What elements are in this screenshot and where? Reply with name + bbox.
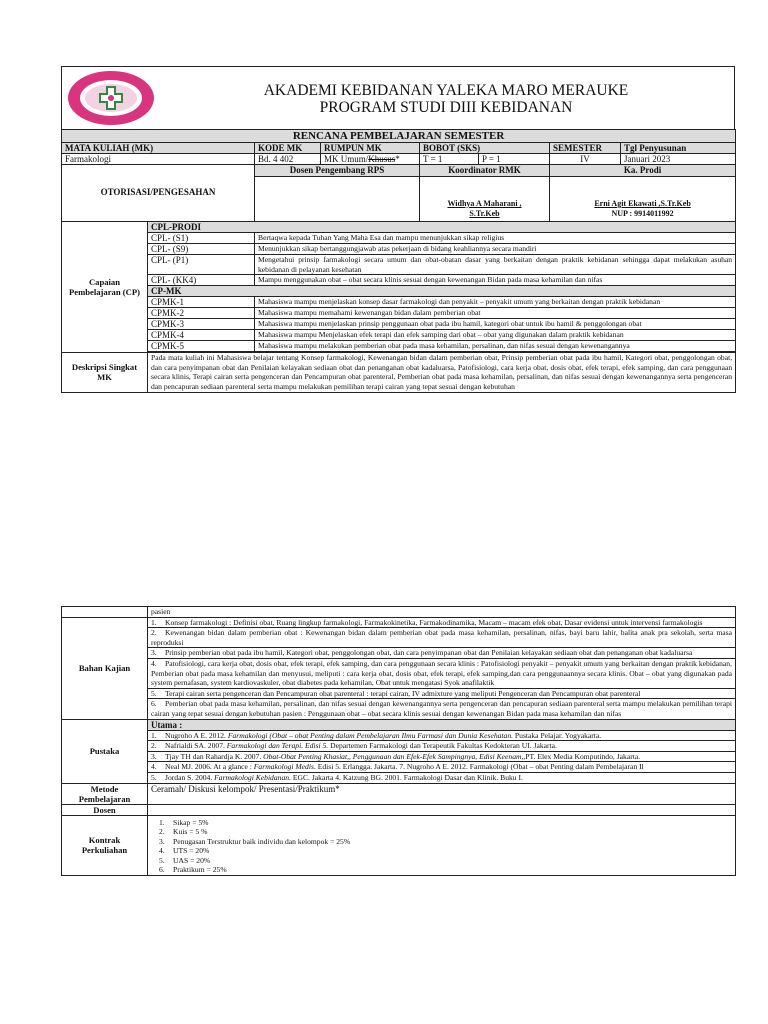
course-semester: IV bbox=[550, 154, 621, 165]
rps-title: RENCANA PEMBELAJARAN SEMESTER bbox=[62, 130, 736, 143]
list-item: 5. Jordan S. 2004. Farmakologi Kebidanan. EGC. Jakarta 4. Katzung BG. 2001. Farmakologi Dasar dan Klinik. Buku I. bbox=[148, 772, 735, 782]
cpmk-code: CPMK-2 bbox=[148, 308, 255, 319]
otorisasi-label: OTORISASI/PENGESAHAN bbox=[62, 165, 255, 222]
metode-text: Ceramah/ Diskusi kelompok/ Presentasi/Praktikum* bbox=[148, 783, 736, 804]
list-item: 6. Praktikum = 25% bbox=[159, 865, 227, 875]
cpl-text: Bertaqwa kepada Tuhan Yang Maha Esa dan mampu menunjukkan sikap religius bbox=[255, 233, 736, 244]
course-tgl: Januari 2023 bbox=[621, 154, 736, 165]
cp-label: Capaian Pembelajaran (CP) bbox=[62, 222, 148, 353]
dosen-label: Dosen bbox=[62, 804, 148, 815]
cpl-code: CPL- (KK4) bbox=[148, 275, 255, 286]
cpmk-text: Mahasiswa mampu memahami kewenangan bidan dalam pemberian obat bbox=[255, 308, 736, 319]
cpmk-text: Mahasiswa mampu melakukan pemberian obat pada masa kehamilan, persalinan, dan nifas sesuai dengan kewenangannya bbox=[255, 341, 736, 352]
cpmk-code: CPMK-5 bbox=[148, 341, 255, 352]
metode-label: Metode Pembelajaran bbox=[62, 783, 148, 804]
deskripsi-continued: pasien bbox=[148, 607, 736, 618]
cpmk-code: CPMK-3 bbox=[148, 319, 255, 330]
rumpun-struck: Khusus bbox=[368, 154, 396, 164]
course-sks-p: P = 1 bbox=[479, 154, 550, 165]
koordinator-header: Koordinator RMK bbox=[420, 165, 550, 177]
list-item: 1. Nugroho A E. 2012. Farmakologi (Obat – obat Penting dalam Pembelajaran Ilmu Farmasi dan Dunia Kesehatan. Pustaka Pelajar. Yogyakarta. bbox=[148, 730, 735, 741]
pustaka-list bbox=[148, 719, 736, 783]
list-item: 5. Terapi cairan serta pengenceran dan Pencampuran obat parenteral : terapi cairan, IV admixture yang meliputi Pengenceran dan Pencampuran obat parenteral bbox=[148, 688, 735, 699]
header-tgl: Tgl Penyusunan bbox=[621, 143, 736, 154]
kaprodi-header: Ka. Prodi bbox=[550, 165, 736, 177]
institution-name: AKADEMI KEBIDANAN YALEKA MARO MERAUKE bbox=[263, 82, 629, 99]
dosen-text bbox=[148, 804, 736, 815]
kontrak-list bbox=[148, 815, 736, 876]
list-item: 4. Patofisiologi, cara kerja obat, dosis obat, efek terapi, efek samping, dan cara penggunaan secara klinis : Patofisiologi penyakit – penyakit umum yang berkaitan dengan praktik kebidanan, Pemberian obat pada masa kehamilan dan menyusui, meliputi : cara kerja obat, dosis obat, efek terapi, efek samping,dan cara penggunaannya secara klinis. Obat – obat yang digunakan pada system pernafasan, system kardiovaskuler, obat diabetes pada kehamilan, Obat untuk mengatasi Syok anafilaktik bbox=[148, 658, 735, 688]
cpl-text: Menunjukkan sikap bertanggungjawab atas pekerjaan di bidang keahliannya secara mandiri bbox=[255, 244, 736, 255]
header-bobot: BOBOT (SKS) bbox=[420, 143, 550, 154]
cpmk-text: Mahasiswa mampu Menjelaskan efek terapi dan efek samping dari obat – obat yang digunakan dalam praktik kebidanan bbox=[255, 330, 736, 341]
program-name: PROGRAM STUDI DIII KEBIDANAN bbox=[319, 99, 573, 116]
list-item: 3. Tjay TH dan Rahardja K. 2007. Obat-Obat Penting Khasiat,, Penggunaan dan Efek-Efek Sampingnya, Edisi Keenam,,PT. Elex Media Komputindo, Jakarta. bbox=[148, 751, 735, 762]
bahan-kajian-label: Bahan Kajian bbox=[62, 617, 148, 719]
kaprodi-nup: NUP : 9914011992 bbox=[611, 208, 674, 218]
document-page-2 bbox=[61, 606, 735, 876]
header-kode-mk: KODE MK bbox=[255, 143, 321, 154]
list-item: 2. Kewenangan bidan dalam pemberian obat : Kewenangan bidan dalam pemberian obat pada masa kehamilan, persalinan, nifas, bayi baru lahir, balita anak pra sekolah, serta masa reproduksi bbox=[148, 628, 735, 648]
header-semester: SEMESTER bbox=[550, 143, 621, 154]
list-item: 2. Nafrialdi SA. 2007. Farmakologi dan Terapi. Edisi 5. Departemen Farmakologi dan Terapeutik Fakultas Kedokteran UI. Jakarta. bbox=[148, 741, 735, 752]
list-item: 4. Neal MJ. 2006. At a glance : Farmakologi Medis. Edisi 5. Erlangga. Jakarta. 7. Nugroho A E. 2012. Farmakologi (Obat – obat Penting dalam Pembelajaran Il bbox=[148, 762, 735, 773]
cpl-code: CPL- (P1) bbox=[148, 255, 255, 275]
koordinator-signature bbox=[420, 177, 550, 222]
course-rumpun: MK Umum/Khusus* bbox=[321, 154, 420, 165]
deskripsi-text: Pada mata kuliah ini Mahasiswa belajar tentang Konsep farmakologi, Kewenangan bidan dalam pemberian obat, Prinsip pemberian obat pada ibu hamil, Kategori obat, penggolongan obat, dan cara penyimpanan obat dan Penilaian kelayakan sediaan obat dan penanganan obat kadaluarsa, Patofisiologi, cara kerja obat, dosis obat, efek terapi, efek samping, dan cara penggunaan secara klinis, Terapi cairan serta pengenceran dan Pencampuran obat parenteral, Pemberian obat pada masa kehamilan, persalinan, dan nifas sesuai dengan kewenangannya serta pengenceran dan pencapuran sediaan parenteral serta mampu melakukan pemilihan terapi cairan yang tepat sesuai dengan kebutuhan bbox=[148, 353, 736, 392]
cpmk-code: CPMK-1 bbox=[148, 297, 255, 308]
rps-table-page-2 bbox=[61, 606, 736, 876]
course-kode: Bd. 4 402 bbox=[255, 154, 321, 165]
course-sks-t: T = 1 bbox=[420, 154, 479, 165]
kaprodi-signature bbox=[550, 177, 736, 222]
list-item: 6. Pemberian obat pada masa kehamilan, persalinan, dan nifas sesuai dengan kewenangannya serta pengenceran dan pencapuran sediaan parenteral serta mampu melakukan pemilihan terapi cairan yang tepat sesuai dengan kebutuhan pasien : Penggunaan obat – obat secara klinis sesuai dengan kewenangan Bidan pada masa kehamilan dan nifas bbox=[148, 699, 735, 719]
list-item: 3. Prinsip pemberian obat pada ibu hamil, Kategori obat, penggolongan obat, dan cara penyimpanan obat dan Penilaian kelayakan sediaan obat dan penanganan obat kadaluarsa bbox=[148, 648, 735, 659]
list-item: 4. UTS = 20% bbox=[159, 846, 210, 856]
institution-logo bbox=[65, 69, 157, 127]
document-page-1 bbox=[61, 66, 735, 393]
koordinator-name: Widhya A Maharani , bbox=[447, 199, 522, 208]
list-item: 1. Sikap = 5% bbox=[159, 817, 209, 827]
cpl-text: Mampu menggunakan obat – obat secara klinis sesuai dengan kewenangan Bidan pada masa kehamilan dan nifas bbox=[255, 275, 736, 286]
kontrak-label: Kontrak Perkuliahan bbox=[62, 815, 148, 876]
list-item: 3. Penugasan Terstruktur baik individu dan kelompok = 25% bbox=[159, 836, 351, 846]
list-item: 1. Konsep farmakologi : Definisi obat, Ruang lingkup farmakologi, Farmakokinetika, Farmakodinamika, Macam – macam efek obat, Dasar evidensi untuk intervensi farmakologis bbox=[148, 618, 735, 628]
cpmk-code: CPMK-4 bbox=[148, 330, 255, 341]
cpl-text: Mengetahui prinsip farmakologi secara umum dan obat-obatan dasar yang berkaitan dengan praktik kebidanan sehingga dapat melakukan asuhan kebidanan di pelayanan kesehatan bbox=[255, 255, 736, 275]
cpmk-text: Mahasiswa mampu menjelaskan konsep dasar farmakologi dan penyakit – penyakit umum yang berkaitan dengan praktik kebidanan bbox=[255, 297, 736, 308]
pustaka-label: Pustaka bbox=[62, 719, 148, 783]
deskripsi-label: Deskripsi Singkat MK bbox=[62, 353, 148, 392]
dosen-pengembang-signature bbox=[255, 177, 420, 222]
koordinator-title: S.Tr.Keb bbox=[469, 208, 500, 218]
cpmk-text: Mahasiswa mampu menjelaskan prinsip penggunaan obat pada ibu hamil, kategori obat untuk ibu hamil & penggolongan obat bbox=[255, 319, 736, 330]
bahan-kajian-list bbox=[148, 617, 736, 719]
pustaka-header: Utama : bbox=[148, 720, 735, 731]
header-mata-kuliah: MATA KULIAH (MK) bbox=[62, 143, 255, 154]
list-item: 2. Kuis = 5 % bbox=[159, 827, 208, 837]
course-name: Farmakologi bbox=[62, 154, 255, 165]
kaprodi-name: Erni Agit Ekawati ,S.Tr.Keb bbox=[594, 199, 691, 208]
institution-title bbox=[162, 82, 730, 116]
list-item: 5. UAS = 20% bbox=[159, 855, 211, 865]
cpl-code: CPL- (S1) bbox=[148, 233, 255, 244]
cpl-code: CPL- (S9) bbox=[148, 244, 255, 255]
deskripsi-continued-label bbox=[62, 607, 148, 618]
cpl-prodi-header: CPL-PRODI bbox=[148, 222, 736, 233]
dosen-pengembang-header: Dosen Pengembang RPS bbox=[255, 165, 420, 177]
header-rumpun-mk: RUMPUN MK bbox=[321, 143, 420, 154]
cpmk-header: CP-MK bbox=[148, 286, 736, 297]
institution-header bbox=[61, 66, 735, 129]
rps-table-page-1 bbox=[61, 129, 736, 393]
